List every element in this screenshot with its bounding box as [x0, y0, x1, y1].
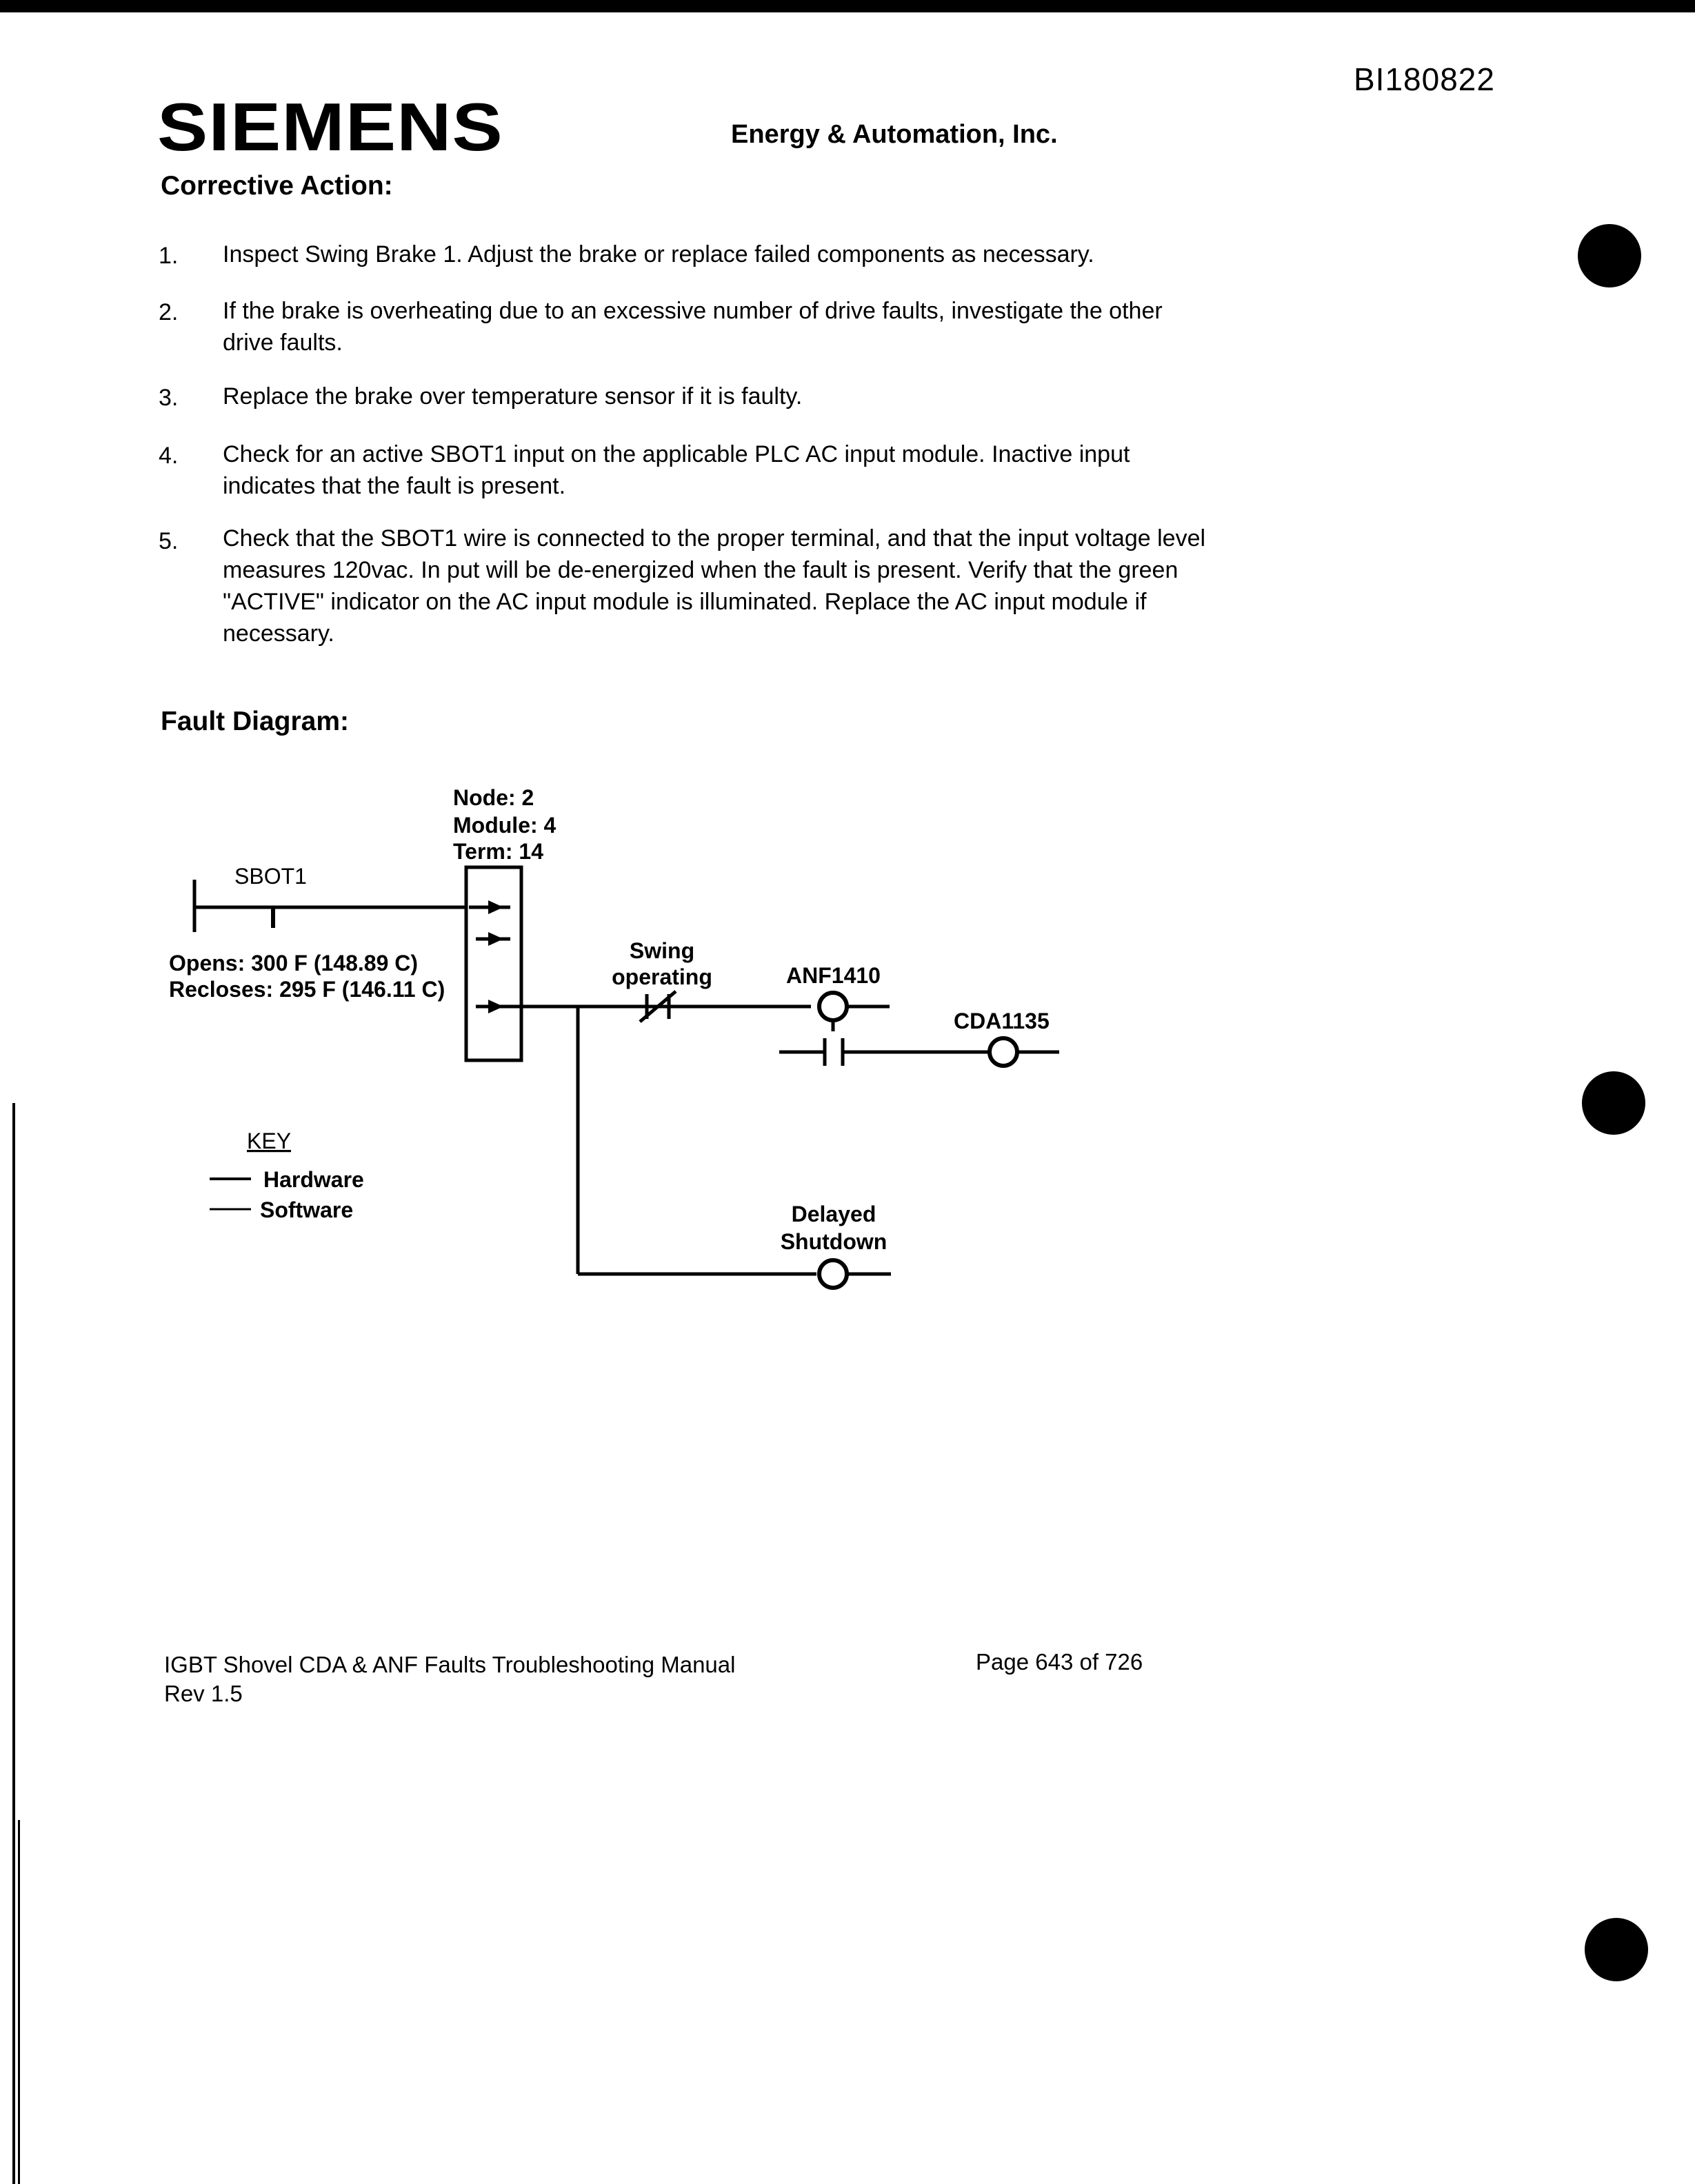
punch-hole [1578, 224, 1641, 287]
footer-manual-title: IGBT Shovel CDA & ANF Faults Troubleshooting Manual [164, 1652, 736, 1677]
step-text: Check that the SBOT1 wire is connected to the proper terminal, and that the input voltage level measures 120vac. In put will be de-energized when the fault is present. Verify that the green "ACTIVE" indicator on the AC input module is illuminated. Replace the AC input module if necessary. [223, 525, 1206, 647]
fault-diagram-title: Fault Diagram: [161, 707, 350, 736]
step-number: 2. [159, 299, 179, 325]
key-title: KEY [247, 1129, 292, 1153]
operating-label: operating [612, 964, 712, 989]
siemens-logo: SIEMENS [157, 89, 503, 165]
step-number: 3. [159, 385, 179, 411]
sbot1-label: SBOT1 [234, 864, 307, 889]
step-text: Inspect Swing Brake 1. Adjust the brake or replace failed components as necessary. [223, 241, 1094, 267]
shutdown-label: Shutdown [780, 1229, 887, 1254]
punch-hole [1585, 1918, 1648, 1981]
recloses-label: Recloses: 295 F (146.11 C) [169, 977, 445, 1002]
document-id: BI180822 [1354, 61, 1495, 97]
step-text: Check for an active SBOT1 input on the applicable PLC AC input module. Inactive input indicates that the fault is present. [223, 441, 1130, 499]
terminal-arrow-3 [488, 1000, 503, 1013]
delayed-label: Delayed [791, 1202, 876, 1226]
cda1135-coil [990, 1038, 1017, 1066]
footer-page-number: Page 643 of 726 [976, 1649, 1143, 1675]
cda1135-label: CDA1135 [954, 1009, 1050, 1033]
plc-module-box [466, 867, 521, 1060]
step-number: 1. [159, 243, 179, 269]
footer-revision: Rev 1.5 [164, 1681, 243, 1706]
key-hardware-label: Hardware [263, 1167, 364, 1192]
node-label: Node: 2 [453, 785, 534, 810]
delayed-shutdown-coil [819, 1260, 847, 1288]
opens-label: Opens: 300 F (148.89 C) [169, 951, 419, 975]
terminal-arrow-1 [488, 900, 503, 914]
corrective-action-title: Corrective Action: [161, 171, 393, 201]
term-label: Term: 14 [453, 839, 544, 864]
company-name: Energy & Automation, Inc. [731, 120, 1058, 149]
punch-hole [1582, 1071, 1645, 1135]
anf1410-label: ANF1410 [786, 963, 881, 988]
anf1410-coil [819, 993, 847, 1020]
module-label: Module: 4 [453, 813, 556, 838]
key-software-label: Software [260, 1197, 354, 1222]
swing-label: Swing [629, 938, 695, 963]
step-text: If the brake is overheating due to an excessive number of drive faults, investigate the other drive faults. [223, 298, 1163, 356]
step-number: 4. [159, 443, 179, 469]
step-number: 5. [159, 528, 179, 554]
terminal-arrow-2 [488, 932, 503, 946]
step-text: Replace the brake over temperature sensor if it is faulty. [223, 383, 803, 410]
